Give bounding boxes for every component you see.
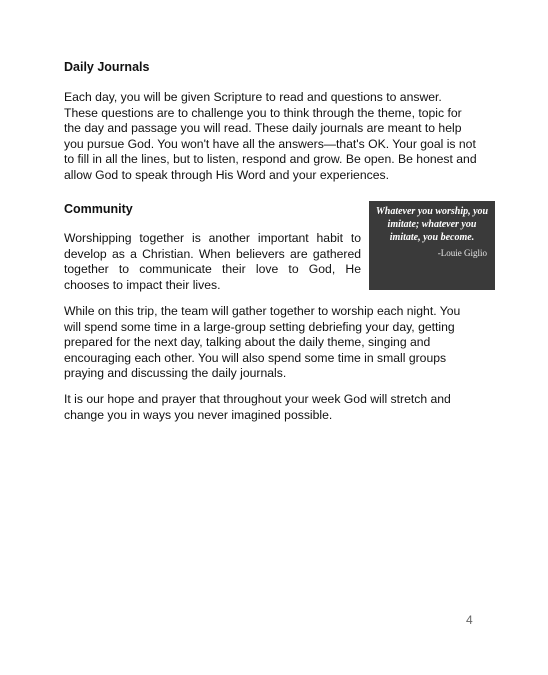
quote-author: -Louie Giglio <box>437 248 487 258</box>
hope-paragraph: It is our hope and prayer that throughout your week God will stretch and change you in ways you never imagined possible. <box>64 392 451 422</box>
community-heading: Community <box>64 202 133 216</box>
quote-text: Whatever you worship, you imitate; whatever you imitate, you become. <box>375 206 489 243</box>
trip-paragraph: While on this trip, the team will gather together to worship each night. You will spend some time in a large-group setting debriefing your day, getting prepared for the next day, talking about the daily theme, singing and encouraging each other. You will also spend some time in small groups praying and discussing the daily journals. <box>64 304 461 380</box>
quote-box <box>369 201 495 290</box>
daily-journals-paragraph: Each day, you will be given Scripture to read and questions to answer. These questions are to challenge you to think through the theme, topic for the day and passage you will read. These daily journals are meant to help you pursue God. You won't have all the answers—that's OK. Your goal is not to fill in all the lines, but to listen, respond and grow. Be open. Be honest and allow God to speak through His Word and your experiences. <box>64 90 477 182</box>
page-number: 4 <box>466 613 473 627</box>
community-paragraph: Worshipping together is another important habit to develop as a Christian. When believers are gathered together to communicate their love to God, He chooses to impact their lives. <box>64 231 361 292</box>
daily-journals-heading: Daily Journals <box>64 60 150 74</box>
